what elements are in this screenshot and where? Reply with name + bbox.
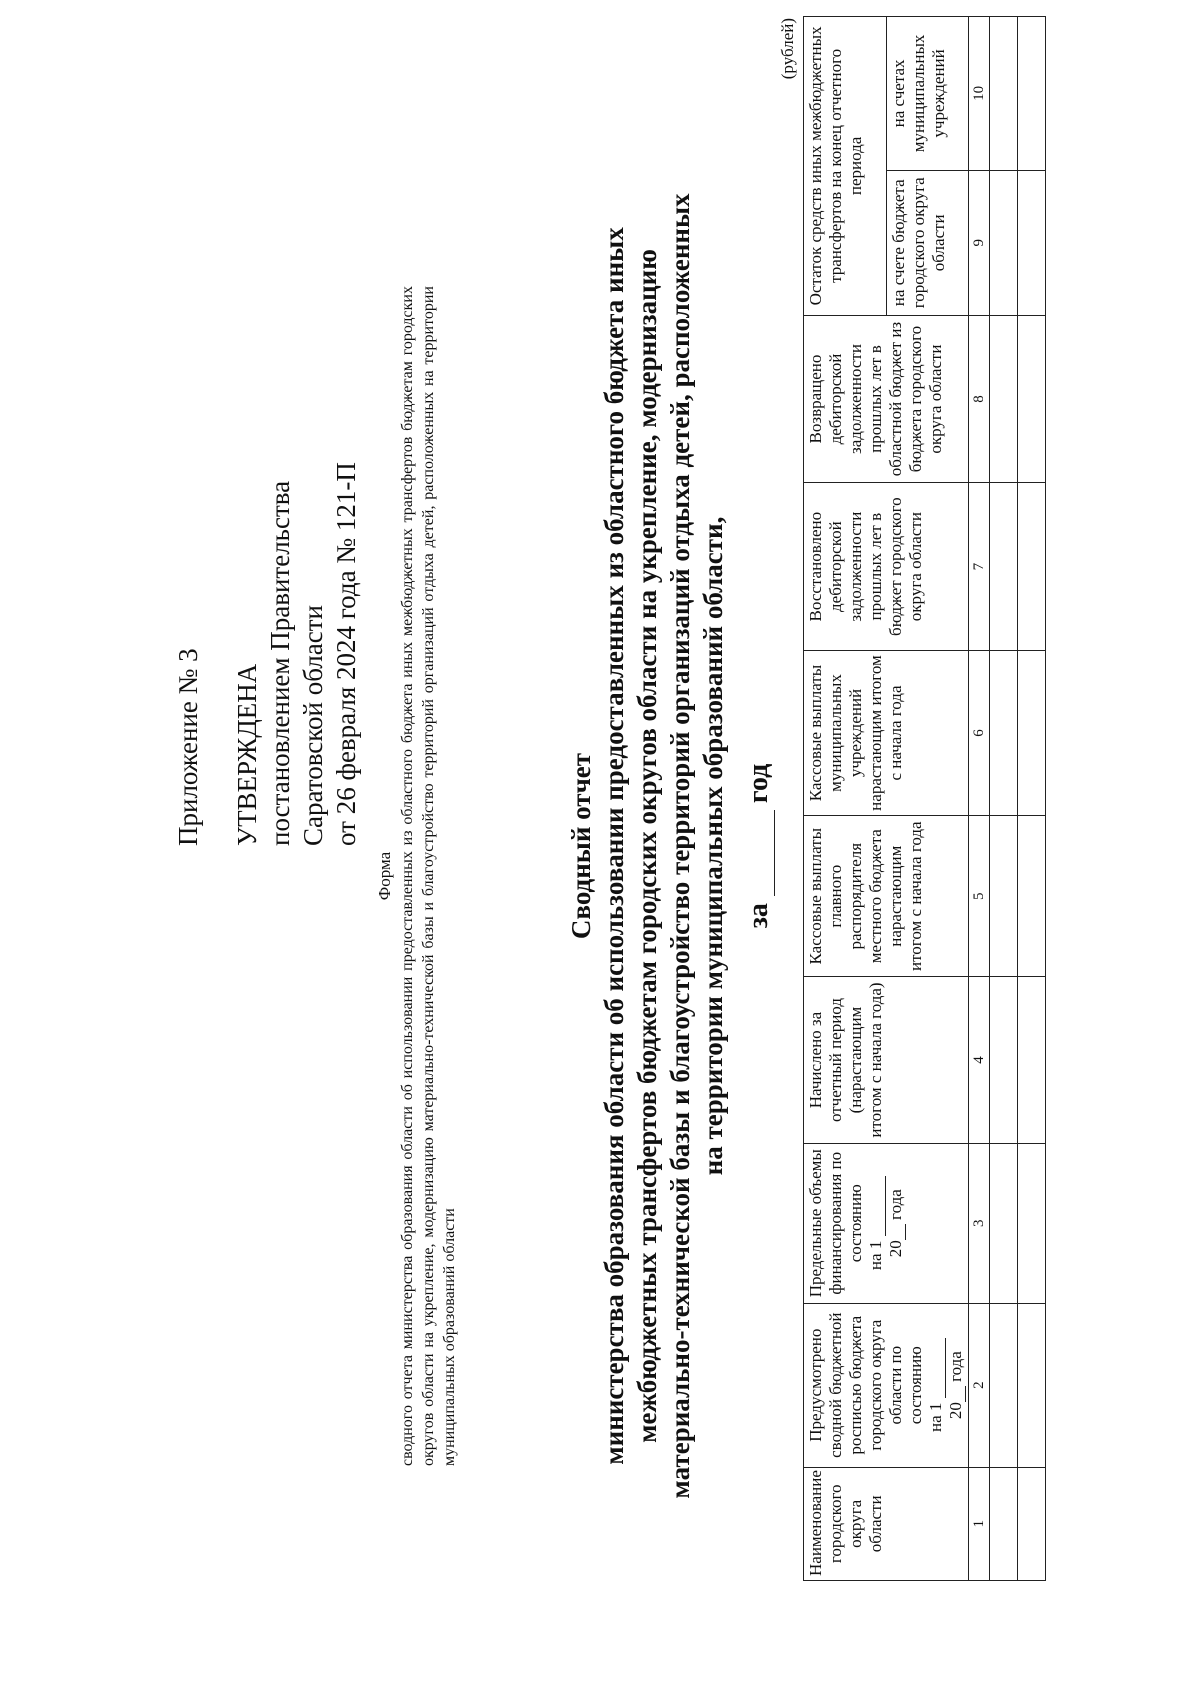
column-number: 6 — [969, 650, 990, 815]
year-prefix: 20 — [946, 1402, 965, 1420]
report-table — [803, 16, 1046, 1581]
column-number-row — [969, 17, 990, 1581]
column-number: 10 — [969, 17, 990, 171]
column-number: 7 — [969, 483, 990, 651]
year-suffix: года — [946, 1351, 965, 1382]
approval-line: Саратовской области — [298, 605, 328, 846]
header-accrued: Начислено за отчетный период (нарастающим итогом с начала года) — [804, 977, 969, 1143]
header-funding-limits — [804, 1143, 969, 1303]
approval-line: от 26 февраля 2024 года № 121-П — [331, 462, 361, 846]
table-row — [1018, 17, 1046, 1581]
year-suffix: года — [886, 1189, 905, 1220]
header-text: Предельные объемы финансирования по состоянию — [806, 1149, 865, 1298]
year-blank — [905, 1224, 906, 1240]
column-number: 2 — [969, 1303, 990, 1467]
table-cell — [990, 170, 1018, 315]
header-budget-planned — [804, 1303, 969, 1467]
table-cell — [1018, 650, 1046, 815]
column-number: 4 — [969, 977, 990, 1143]
report-subtitle-line: на территории муниципальных образований области, — [698, 516, 728, 1176]
header-row — [804, 17, 887, 1581]
report-title-block — [565, 56, 775, 1636]
table-cell — [990, 17, 1018, 171]
report-title: Сводный отчет — [566, 752, 596, 940]
year-prefix: 20 — [886, 1240, 905, 1258]
table-cell — [1018, 1303, 1046, 1467]
column-number: 1 — [969, 1467, 990, 1580]
table-cell — [990, 977, 1018, 1143]
table-cell — [990, 816, 1018, 977]
report-subtitle-line: министерства образования области об использовании предоставленных из областного бюджета иных — [599, 227, 629, 1465]
header-remaining-budget-account: на счете бюджета городского округа области — [886, 170, 969, 315]
table-cell — [990, 650, 1018, 815]
form-title: Форма — [375, 851, 394, 901]
header-text: Предусмотрено сводной бюджетной росписью бюджета городского округа области по состоянию — [806, 1312, 925, 1458]
table-cell — [1018, 17, 1046, 171]
table-cell — [1018, 977, 1046, 1143]
table-cell — [990, 1467, 1018, 1580]
table-cell — [990, 1143, 1018, 1303]
header-returned-debt: Возвращено дебиторской задолженности прошлых лет в областной бюджет из бюджета городского округа области — [804, 315, 969, 483]
column-number: 5 — [969, 816, 990, 977]
table-cell — [1018, 1467, 1046, 1580]
header-district-name: Наименование городского округа области — [804, 1467, 969, 1580]
year-blank — [965, 1386, 966, 1402]
date-prefix: на 1 — [926, 1402, 945, 1432]
header-payments-institutions: Кассовые выплаты муниципальных учреждений нарастающим итогом с начала года — [804, 650, 969, 815]
header-restored-debt: Восстановлено дебиторской задолженности прошлых лет в бюджет городского округа области — [804, 483, 969, 651]
column-number: 3 — [969, 1143, 990, 1303]
table-cell — [1018, 816, 1046, 977]
table-cell — [1018, 1143, 1046, 1303]
table-row — [990, 17, 1018, 1581]
header-remaining-institution-accounts: на счетах муниципальных учреждений — [886, 17, 969, 171]
approval-stamp: УТВЕРЖДЕНА — [232, 663, 262, 846]
approval-line: постановлением Правительства — [265, 480, 295, 846]
date-prefix: на 1 — [866, 1240, 885, 1271]
header-payments-manager: Кассовые выплаты главного распорядителя местного бюджета нарастающим итогом с начала года — [804, 816, 969, 977]
report-subtitle-line: межбюджетных трансфертов бюджетам городских округов области на укрепление, модернизацию — [632, 249, 662, 1443]
period-blank — [774, 810, 775, 896]
units-label: (рублей) — [778, 18, 797, 80]
table-cell — [1018, 483, 1046, 651]
table-cell — [990, 483, 1018, 651]
report-period — [742, 56, 775, 1636]
table-cell — [990, 315, 1018, 483]
table-cell — [1018, 170, 1046, 315]
table-cell — [990, 1303, 1018, 1467]
report-subtitle-line: материально-технической базы и благоустройство территорий организаций отдыха детей, расположенных — [665, 193, 695, 1499]
table-cell — [1018, 315, 1046, 483]
form-description: сводного отчета министерства образования области об использовании предоставленных из областного бюджета иных межбюджетных трансфертов бюджетам городских округов области на укрепление, модернизацию материально-технической базы и благоустройство территорий организаций отдыха детей, расположенных на территории муниципальных образований области — [399, 286, 458, 1466]
column-number: 9 — [969, 170, 990, 315]
column-number: 8 — [969, 315, 990, 483]
annex-number: Приложение № 3 — [173, 648, 203, 846]
period-suffix: год — [743, 763, 774, 804]
approval-block — [172, 146, 363, 846]
form-block — [375, 286, 460, 1466]
period-prefix: за — [743, 903, 774, 929]
header-remaining-funds: Остаток средств иных межбюджетных трансфертов на конец отчетного периода — [804, 17, 887, 316]
